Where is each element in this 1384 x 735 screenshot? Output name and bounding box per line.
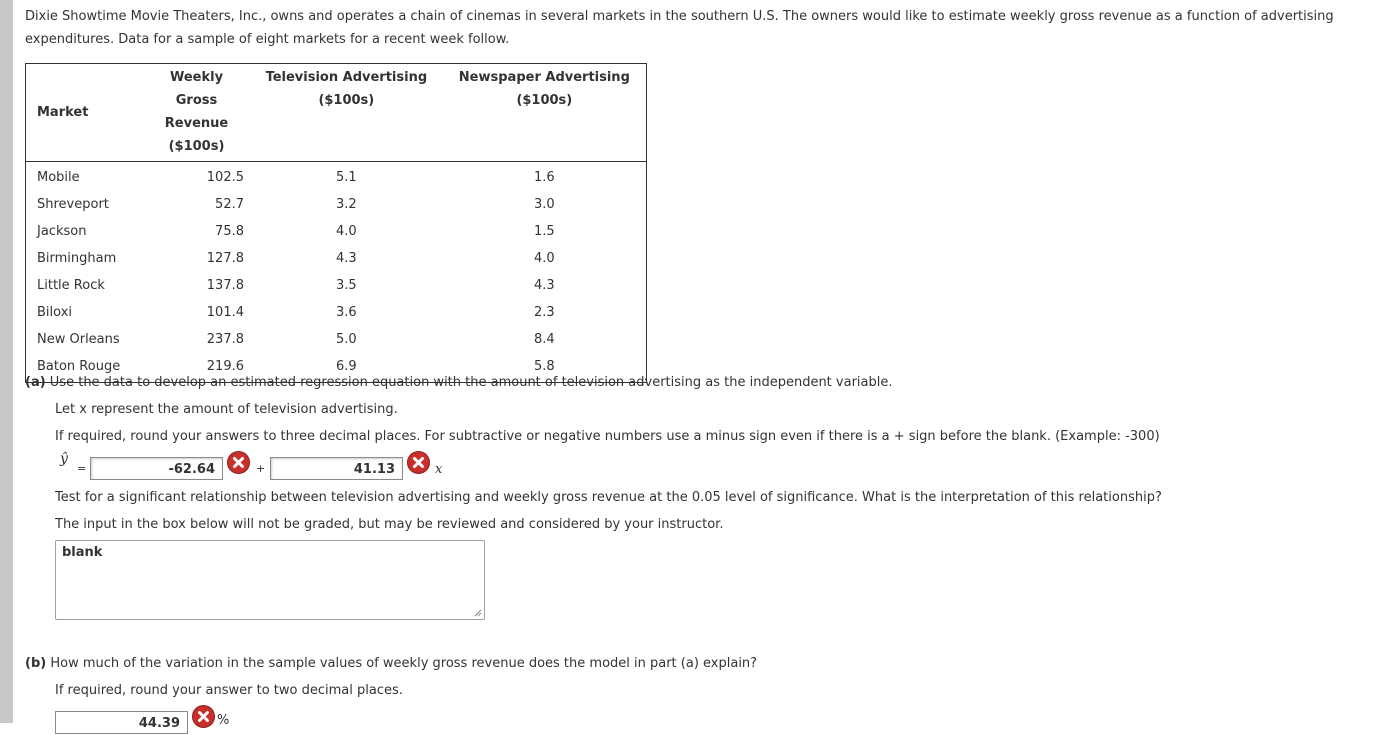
resize-grip-icon[interactable] — [474, 609, 482, 617]
interpretation-textarea[interactable] — [55, 540, 485, 620]
equals-sign: = — [77, 462, 87, 475]
part-a-label: (a) — [25, 375, 46, 390]
cell-newspaper: 1.5 — [534, 224, 555, 239]
rounding-instructions-a: If required, round your answers to three decimal places. For subtractive or negative numbers use a minus sign even if there is a + sign before the blank. (Example: -300) — [55, 429, 1160, 444]
cell-newspaper: 3.0 — [534, 197, 555, 212]
r-squared-input[interactable]: 44.39 — [55, 711, 188, 734]
part-a-question — [25, 371, 893, 394]
incorrect-x-icon — [227, 451, 250, 474]
cell-newspaper: 4.3 — [534, 278, 555, 293]
intercept-input[interactable]: -62.64 — [90, 457, 223, 480]
part-b-question — [25, 652, 757, 675]
header-revenue: Weekly Gross Revenue ($100s) — [143, 64, 250, 162]
cell-tv: 4.0 — [336, 224, 357, 239]
cell-tv: 3.5 — [336, 278, 357, 293]
incorrect-x-icon — [407, 451, 430, 474]
slope-input[interactable]: 41.13 — [270, 457, 403, 480]
cell-market: Little Rock — [37, 278, 105, 293]
let-x-text: Let x represent the amount of television advertising. — [55, 402, 398, 417]
cell-tv: 3.2 — [336, 197, 357, 212]
cell-tv: 4.3 — [336, 251, 357, 266]
cell-market: Birmingham — [37, 251, 117, 266]
cell-revenue: 137.8 — [206, 278, 244, 293]
cell-tv: 5.0 — [336, 332, 357, 347]
cell-tv: 5.1 — [336, 170, 357, 185]
table-row — [26, 326, 647, 353]
not-graded-note: The input in the box below will not be graded, but may be reviewed and considered by your instructor. — [55, 517, 724, 532]
header-newspaper: Newspaper Advertising ($100s) — [443, 64, 647, 162]
table-row — [26, 272, 647, 299]
significance-question: Test for a significant relationship between television advertising and weekly gross revenue at the 0.05 level of significance. What is the interpretation of this relationship? — [55, 490, 1162, 505]
percent-sign: % — [217, 713, 230, 728]
table-row — [26, 162, 647, 192]
cell-tv: 3.6 — [336, 305, 357, 320]
cell-market: Shreveport — [37, 197, 109, 212]
cell-newspaper: 2.3 — [534, 305, 555, 320]
cell-market: Mobile — [37, 170, 80, 185]
x-variable: x — [435, 462, 443, 477]
cell-revenue: 52.7 — [215, 197, 244, 212]
cell-revenue: 127.8 — [206, 251, 244, 266]
cell-market: Baton Rouge — [37, 359, 121, 374]
cell-market: Jackson — [37, 224, 87, 239]
part-a-text: Use the data to develop an estimated regression equation with the amount of television advertising as the independent variable. — [49, 375, 893, 390]
header-market: Market — [26, 64, 144, 162]
table-row — [26, 299, 647, 326]
left-gray-bar — [0, 0, 13, 723]
incorrect-x-icon — [192, 705, 215, 728]
table-row — [26, 245, 647, 272]
part-b-label: (b) — [25, 656, 47, 671]
cell-newspaper: 1.6 — [534, 170, 555, 185]
textarea-text: blank — [62, 545, 103, 560]
intro-text: Dixie Showtime Movie Theaters, Inc., owns and operates a chain of cinemas in several markets in the southern U.S. The owners would like to estimate weekly gross revenue as a function of advertising expenditures. Data for a sample of eight markets for a recent week follow. — [25, 9, 1334, 47]
cell-newspaper: 4.0 — [534, 251, 555, 266]
cell-tv: 6.9 — [336, 359, 357, 374]
y-hat-symbol: ŷ — [60, 451, 68, 467]
header-tv: Television Advertising ($100s) — [250, 64, 443, 162]
cell-revenue: 75.8 — [215, 224, 244, 239]
cell-revenue: 237.8 — [206, 332, 244, 347]
data-table — [25, 63, 647, 383]
plus-sign: + — [256, 462, 266, 475]
table-row — [26, 191, 647, 218]
part-b-text: How much of the variation in the sample values of weekly gross revenue does the model in part (a) explain? — [50, 656, 758, 671]
cell-newspaper: 5.8 — [534, 359, 555, 374]
cell-revenue: 101.4 — [206, 305, 244, 320]
table-row — [26, 218, 647, 245]
cell-market: New Orleans — [37, 332, 120, 347]
table-header-row — [26, 64, 647, 162]
cell-market: Biloxi — [37, 305, 73, 320]
cell-revenue: 219.6 — [206, 359, 244, 374]
cell-newspaper: 8.4 — [534, 332, 555, 347]
rounding-instructions-b: If required, round your answer to two decimal places. — [55, 683, 403, 698]
cell-revenue: 102.5 — [206, 170, 244, 185]
